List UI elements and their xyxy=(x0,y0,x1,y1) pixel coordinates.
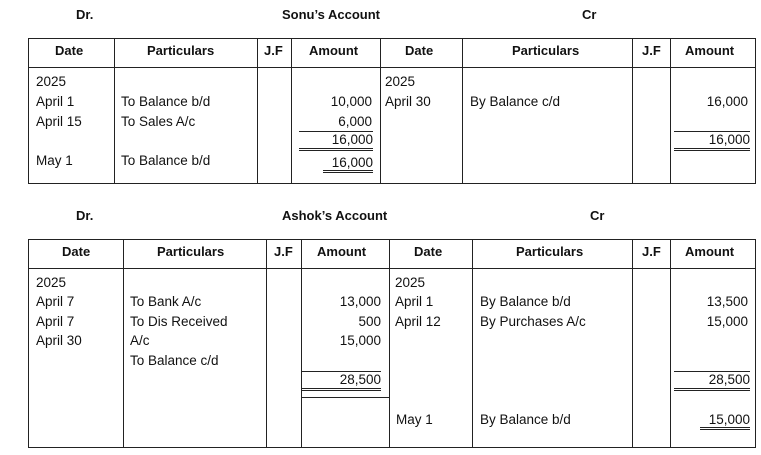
sonu-col-divider xyxy=(380,38,381,184)
sonu-header-amount-dr: Amount xyxy=(309,43,359,58)
ashok-debit-total-underline xyxy=(301,397,389,398)
sonu-header-amount-cr: Amount xyxy=(685,43,735,58)
sonu-header-divider xyxy=(28,67,756,68)
sonu-header-particulars-dr: Particulars xyxy=(147,43,215,58)
ashok-col-divider xyxy=(266,239,267,448)
ashok-debit-particulars: To Dis Received xyxy=(130,314,228,329)
ashok-debit-date: April 7 xyxy=(36,314,75,329)
sonu-col-divider xyxy=(670,38,671,184)
sonu-header-jf-dr: J.F xyxy=(264,43,283,58)
ashok-header-date-cr: Date xyxy=(414,244,443,259)
sonu-credit-total: 16,000 xyxy=(674,131,750,151)
ashok-credit-total: 28,500 xyxy=(674,371,750,391)
ashok-col-divider xyxy=(123,239,124,448)
ashok-debit-amount: 15,000 xyxy=(339,333,381,348)
ashok-credit-date: April 1 xyxy=(395,294,434,309)
ashok-header-jf-cr: J.F xyxy=(642,244,661,259)
ashok-col-divider xyxy=(670,239,671,448)
ashok-debit-particulars: To Bank A/c xyxy=(130,294,202,309)
ashok-debit-amount: 500 xyxy=(358,314,381,329)
ashok-header-amount-cr: Amount xyxy=(685,244,735,259)
sonu-col-divider xyxy=(632,38,633,184)
sonu-debit-total: 16,000 xyxy=(299,131,373,151)
ashok-header-particulars-cr: Particulars xyxy=(516,244,584,259)
ashok-debit-total: 28,500 xyxy=(301,371,381,391)
ashok-header-jf-dr: J.F xyxy=(274,244,293,259)
sonu-debit-particulars: To Balance b/d xyxy=(121,94,211,109)
ashok-header-divider xyxy=(28,268,756,269)
ashok-header-amount-dr: Amount xyxy=(317,244,367,259)
sonu-balance-amount: 16,000 xyxy=(323,155,373,173)
sonu-col-divider xyxy=(257,38,258,184)
ashok-credit-amount: 13,500 xyxy=(706,294,748,309)
ashok-balance-date: May 1 xyxy=(396,412,433,427)
ashok-debit-particulars: To Balance c/d xyxy=(130,353,219,368)
sonu-col-divider xyxy=(291,38,292,184)
ashok-col-divider xyxy=(389,239,390,448)
sonu-col-divider xyxy=(114,38,115,184)
ashok-credit-particulars: By Balance b/d xyxy=(480,294,571,309)
sonu-balance-date: May 1 xyxy=(36,153,73,168)
ashok-col-divider xyxy=(301,239,302,448)
sonu-debit-particulars: To Sales A/c xyxy=(121,114,196,129)
sonu-debit-date: April 1 xyxy=(36,94,75,109)
sonu-debit-amount: 10,000 xyxy=(330,94,372,109)
ashok-debit-year: 2025 xyxy=(36,275,67,290)
ashok-debit-amount: 13,000 xyxy=(339,294,381,309)
sonu-account-title: Sonu’s Account xyxy=(282,7,380,22)
sonu-header-date-cr: Date xyxy=(405,43,434,58)
ashok-cr-label: Cr xyxy=(590,208,605,223)
sonu-credit-particulars: By Balance c/d xyxy=(470,94,561,109)
sonu-credit-date: April 30 xyxy=(385,94,431,109)
sonu-col-divider xyxy=(462,38,463,184)
ashok-header-particulars-dr: Particulars xyxy=(157,244,225,259)
sonu-debit-year: 2025 xyxy=(36,74,67,89)
sonu-debit-date: April 15 xyxy=(36,114,82,129)
ashok-debit-date: April 7 xyxy=(36,294,75,309)
sonu-credit-year: 2025 xyxy=(385,74,416,89)
ashok-debit-date: April 30 xyxy=(36,333,82,348)
sonu-debit-amount: 6,000 xyxy=(338,114,372,129)
ashok-credit-date: April 12 xyxy=(395,314,441,329)
ashok-account-title: Ashok’s Account xyxy=(282,208,388,223)
ashok-balance-particulars: By Balance b/d xyxy=(480,412,571,427)
sonu-credit-amount: 16,000 xyxy=(706,94,748,109)
ashok-credit-amount: 15,000 xyxy=(706,314,748,329)
sonu-header-jf-cr: J.F xyxy=(642,43,661,58)
sonu-balance-particulars: To Balance b/d xyxy=(121,153,211,168)
sonu-dr-label: Dr. xyxy=(76,7,94,22)
ashok-balance-amount: 15,000 xyxy=(700,412,750,430)
sonu-cr-label: Cr xyxy=(582,7,597,22)
ashok-credit-particulars: By Purchases A/c xyxy=(480,314,586,329)
ashok-dr-label: Dr. xyxy=(76,208,94,223)
ashok-credit-year: 2025 xyxy=(395,275,426,290)
ashok-col-divider xyxy=(632,239,633,448)
ashok-header-date-dr: Date xyxy=(62,244,91,259)
sonu-header-particulars-cr: Particulars xyxy=(512,43,580,58)
sonu-header-date-dr: Date xyxy=(55,43,84,58)
ashok-debit-particulars: A/c xyxy=(130,333,150,348)
ashok-col-divider xyxy=(472,239,473,448)
